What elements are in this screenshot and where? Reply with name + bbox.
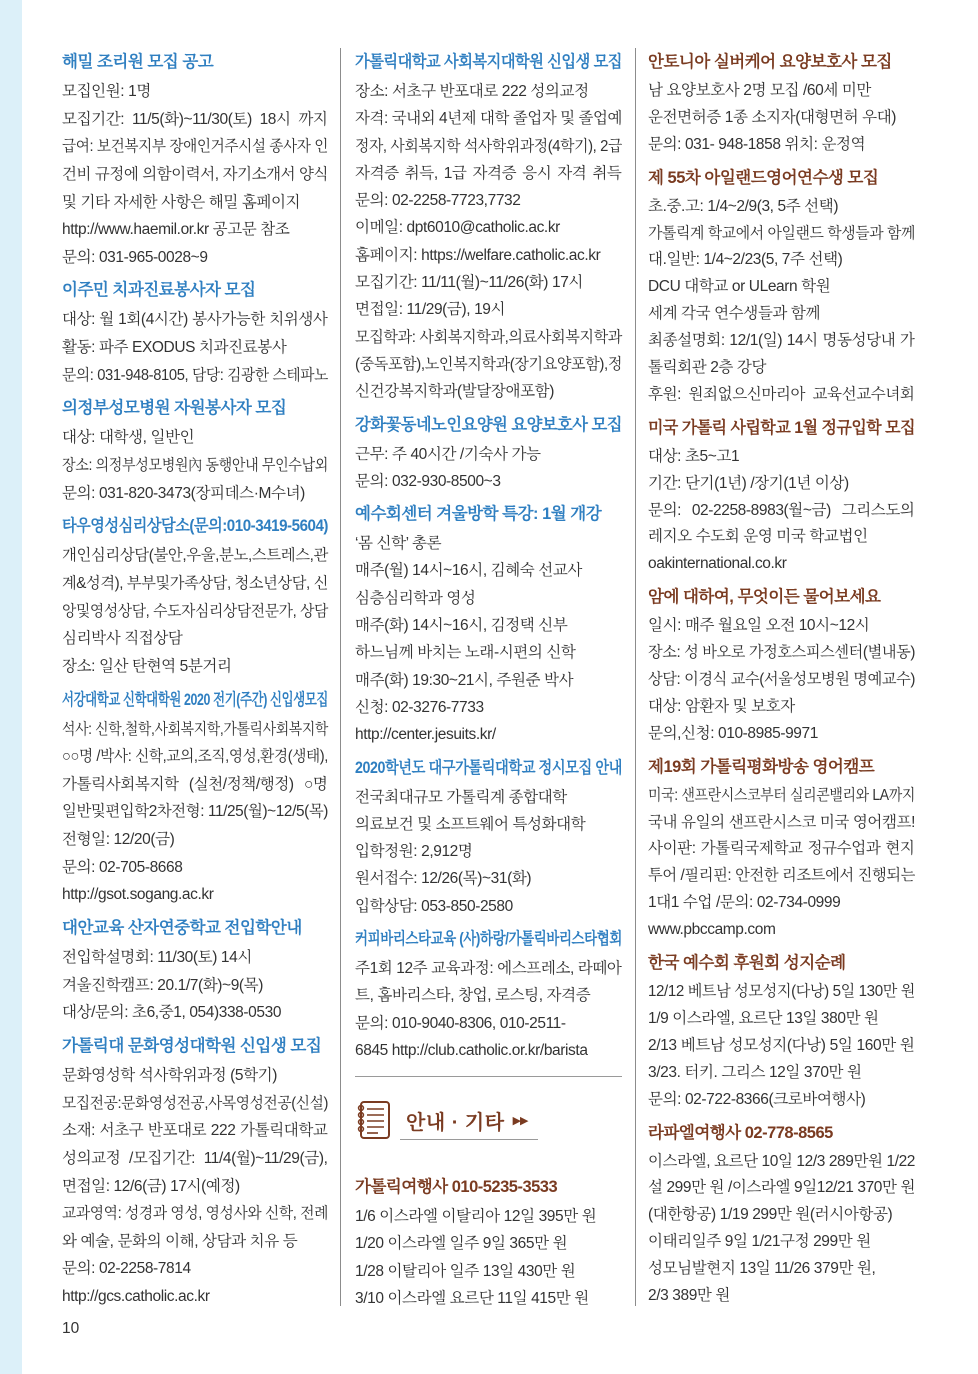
notice-line: 성모님발현지 13일 11/26 379만 원, [648,1260,876,1278]
notice-title: 제 55차 아일랜드영어연수생 모집 [648,168,879,187]
notice-line: 레지오 수도회 운영 미국 학교법인 [648,528,868,546]
notice-line: 전입학설명회: 11/30(토) 14시 [62,949,252,967]
notice-line: 문의: 010-9040-8306, 010-2511- [355,1014,566,1032]
notice-line: 모집기간: 11/5(화)~11/30(토) 18시 까지 [62,110,328,128]
notice-line: 문화영성학 석사학위과정 (5학기) [62,1066,278,1084]
notice-title: 타우영성심리상담소(문의:010-3419-5604) [62,517,329,536]
notice-line: http://center.jesuits.kr/ [355,726,496,744]
notice-title: 가톨릭대학교 사회복지대학원 신입생 모집 [355,53,623,71]
notice-line: 가톨릭계 학교에서 아일랜드 학생들과 함께 [648,224,916,242]
notice-line: 장소: 일산 탄현역 5분거리 [62,657,232,675]
notice-title: 안토니아 실버케어 요양보호사 모집 [648,53,892,71]
margin-strip [0,0,22,1374]
notice-line: 매주(월) 14시~16시, 김혜숙 선교사 [355,562,582,580]
notice-line: 건비 규정에 의함이력서, 자기소개서 양식 [62,165,328,183]
notice-line: 이태리일주 9일 1/21구정 299만 원 [648,1233,871,1251]
notice-line: 일반및편입학2차전형: 11/25(월)~12/5(목) [62,803,328,821]
notice-line: 후원: 원죄없으신마리아 교육선교수녀회 [648,385,915,403]
notice-line: 와 예술, 문화의 이해, 상담과 치유 등 [62,1232,298,1250]
notice-section [648,412,915,578]
notice-line: 자격증 취득, 1급 자격증 응시 자격 취득 [355,164,622,182]
notice-line: 장소: 의정부성모병원內 동행안내 무인수납외 [62,457,328,475]
notice-line: 심리박사 직접상담 [62,630,183,648]
notice-line: 전형일: 12/20(금) [62,831,175,849]
notice-line: 설 299만 원 /이스라엘 9일12/21 370만 원 [648,1179,916,1197]
column-divider [635,48,636,1306]
notice-line: ○○명 /박사: 신학,교의,조직,영성,환경(생태), [62,748,328,766]
notice-title: 가톨릭대 문화영성대학원 신입생 모집 [62,1036,322,1055]
notice-line: 2/13 베트남 성모성지(다낭) 5일 160만 원 [648,1036,915,1054]
notice-line: 1/28 이탈리아 일주 13일 430만 원 [355,1262,576,1280]
notice-title: 대안교육 산자연중학교 전입학안내 [62,919,302,938]
notice-section [62,684,328,909]
notice-title: 2020학년도 대구가톨릭대학교 정시모집 안내 [355,758,623,777]
notice-section [355,498,622,748]
section-divider [355,1076,622,1077]
notice-line: 신청: 02-3276-7733 [355,698,484,716]
notice-line: 심층심리학과 영성 [355,589,476,607]
notice-line: http://gsot.sogang.ac.kr [62,886,214,904]
section-header-label: 안내 · 기타 [406,1112,505,1134]
notice-line: (중독포함),노인복지학과(장기요양포함),정 [355,355,623,373]
notice-line: 앙및영성상담, 수도자심리상담전문가, 상담 [62,602,329,620]
notice-line: 1/9 이스라엘, 요르단 13일 380만 원 [648,1009,879,1027]
notice-section [648,46,915,159]
notice-title: 가톨릭여행사 010-5235-3533 [355,1178,558,1196]
notice-line: 사이판: 가톨릭국제학교 정규수업과 현지 [648,840,915,858]
notice-line: 원서접수: 12/26(목)~31(화) [355,870,532,888]
notice-section [62,274,328,389]
notice-line: 6845 http://club.catholic.or.kr/barista [355,1041,588,1059]
notice-section [648,1117,915,1310]
notice-section [355,1171,622,1312]
notice-section [62,46,328,271]
notice-line: 장소: 성 바오로 가정호스피스센터(별내동) [648,644,916,662]
notice-line: oakinternational.co.kr [648,555,787,573]
notice-line: 겨울진학캠프: 20.1/7(화)~9(목) [62,976,264,994]
notice-line: ‘몸 신학’ 총론 [355,535,442,553]
notice-section [62,392,328,507]
notice-title: 예수회센터 겨울방학 특강: 1월 개강 [355,505,602,524]
notice-line: 국내 유일의 샌프란시스코 미국 영어캠프! [648,813,915,831]
notice-title: 커피바리스타교육 (사)하랑/가톨릭바리스타협회 [355,930,622,949]
notice-line: 세계 각국 연수생들과 함께 [648,305,821,323]
notice-line: 가톨릭사회복지학 (실천/정책/행정) ○명 [62,775,328,793]
notice-title: 이주민 치과진료봉사자 모집 [62,281,256,300]
notice-section [62,510,328,680]
notice-title: 강화꽃동네노인요양원 요양보호사 모집 [355,415,622,434]
notice-section [355,409,622,496]
notice-line: 남 요양보호사 2명 모집 /60세 미만 [648,82,871,99]
notice-line: 기간: 단기(1년) /장기(1년 이상) [648,474,849,492]
notice-line: 문의: 02-2258-8983(월~금) 그리스도의 [648,501,915,519]
notice-section [648,162,915,409]
notice-line: 근무: 주 40시간 /기숙사 가능 [355,445,541,463]
notice-line: 홈페이지: https://welfare.catholic.ac.kr [355,246,601,264]
notice-line: 면접일: 12/6(금) 17시(예정) [62,1177,240,1195]
notice-line: 톨릭회관 2층 강당 [648,359,767,377]
notice-line: 문의: 031-948-8105, 담당: 김광한 스테파노 [62,366,329,384]
notice-line: 대상: 초5~고1 [648,447,740,465]
notice-line: 주1회 12주 교육과정: 에스프레소, 라떼아 [355,960,622,978]
notice-title: 해밀 조리원 모집 공고 [62,53,214,71]
notice-line: 장소: 서초구 반포대로 222 성의교정 [355,83,589,100]
notice-section [355,46,622,406]
notice-line: 투어 /필리핀: 안전한 리조트에서 진행되는 [648,867,916,885]
notice-line: 정자, 사회복지학 석사학위과정(4학기), 2급 [355,137,622,155]
notice-line: 상담: 이경식 교수(서울성모병원 명예교수) [648,671,916,689]
notice-line: 문의: 032-930-8500~3 [355,472,501,490]
notice-line: 매주(화) 14시~16시, 김정택 신부 [355,617,568,635]
notice-line: 모집전공:문화영성전공,사목영성전공(신설) [62,1094,329,1112]
notice-line: 2/3 389만 원 [648,1286,730,1304]
notice-title: 제19회 가톨릭평화방송 영어캠프 [648,757,875,776]
notice-line: 교과영역: 성경과 영성, 영성사와 신학, 전례 [62,1205,328,1223]
notice-line: www.pbccamp.com [648,921,776,939]
notice-line: 문의: 02-2258-7723,7732 [355,192,521,210]
notice-line: http://www.haemil.or.kr 공고문 참조 [62,221,290,239]
notice-line: 3/10 이스라엘 요르단 11일 415만 원 [355,1289,589,1307]
notice-title: 미국 가톨릭 사립학교 1월 정규입학 모집 [648,418,916,437]
notice-line: 3/23. 터키. 그리스 12일 370만 원 [648,1063,862,1081]
notice-section [355,752,622,920]
column-middle [355,46,622,1064]
notice-line: 입학정원: 2,912명 [355,843,473,861]
notice-line: 대.일반: 1/4~2/23(5, 7주 선택) [648,251,843,269]
notice-line: 및 기타 자세한 사항은 해밀 홈페이지 [62,193,301,211]
notice-line: 대상/문의: 초6,중1, 054)338-0530 [62,1004,282,1022]
notice-title: 암에 대하여, 무엇이든 물어보세요 [648,588,881,607]
notice-line: 모집학과: 사회복지학과,의료사회복지학과 [355,328,623,346]
notice-line: 신건강복지학과(발달장애포함) [355,383,554,401]
notice-line: 하느님께 바치는 노래-시편의 신학 [355,644,576,662]
notice-line: 12/12 베트남 성모성지(다낭) 5일 130만 원 [648,983,915,1001]
notice-line: DCU 대학교 or ULearn 학원 [648,278,831,296]
notice-section [355,923,622,1064]
notice-line: 이스라엘, 요르단 10일 12/3 289만원 1/22 [648,1152,916,1170]
notice-line: 문의: 031-820-3473(장피데스·M수녀) [62,484,305,502]
notice-line: 면접일: 11/29(금), 19시 [355,301,506,319]
notice-line: 1/20 이스라엘 일주 9일 365만 원 [355,1235,568,1253]
notice-line: 대상: 암환자 및 보호자 [648,697,795,715]
notice-line: 문의: 031- 948-1858 위치: 운정역 [648,135,866,153]
notice-line: 트, 홈바리스타, 창업, 로스팅, 자격증 [355,987,591,1005]
notice-line: 대상: 월 1회(4시간) 봉사가능한 치위생사 [62,311,328,329]
notice-section [648,751,915,944]
notice-line: 일시: 매주 월요일 오전 10시~12시 [648,617,870,635]
notice-section [62,1030,328,1311]
notice-title: 라파엘여행사 02-778-8565 [648,1123,833,1142]
etc-notices [355,1171,622,1312]
notice-line: 최종설명회: 12/1(일) 14시 명동성당내 가 [648,332,915,350]
notice-line: 소재: 서초구 반포대로 222 가톨릭대학교 [62,1122,328,1140]
notice-line: 1대1 수업 /문의: 02-734-0999 [648,894,841,912]
page-number: 10 [62,1320,80,1337]
notice-section [648,947,915,1113]
notice-line: 미국: 샌프란시스코부터 실리콘밸리와 LA까지 [648,786,916,804]
notice-line: 의료보건 및 소프트웨어 특성화대학 [355,815,586,833]
column-left [62,46,328,1311]
column-divider [340,48,341,1306]
notice-line: 이메일: dpt6010@catholic.ac.kr [355,219,560,237]
notice-line: 운전면허증 1종 소지자(대형면허 우대) [648,108,897,126]
notice-line: 개인심리상담(불안,우울,분노,스트레스,관 [62,547,328,565]
notice-line: 자격: 국내외 4년제 대학 졸업자 및 졸업예 [355,110,622,128]
column-right [648,46,915,1310]
notice-section [62,912,328,1027]
notice-line: 급여: 보건복지부 장애인거주시설 종사자 인 [62,138,328,156]
notice-line: 입학상담: 053-850-2580 [355,897,513,915]
section-header-etc [400,1102,538,1140]
notepad-icon [354,1099,394,1141]
notice-line: http://gcs.catholic.ac.kr [62,1288,210,1306]
notice-title: 의정부성모병원 자원봉사자 모집 [62,399,287,418]
notice-line: 1/6 이스라엘 이탈리아 12일 395만 원 [355,1208,597,1225]
double-arrow-icon: ▶▶ [512,1115,528,1127]
notice-line: 전국최대규모 가톨릭계 종합대학 [355,788,567,806]
notice-title: 서강대학교 신학대학원 2020 전기(주간) 신입생모집 [62,690,328,709]
notice-line: 대상: 대학생, 일반인 [62,429,195,447]
notice-line: 성의교정 /모집기간: 11/4(월)~11/29(금), [62,1149,328,1167]
notice-line: 모집기간: 11/11(월)~11/26(화) 17시 [355,274,583,292]
notice-line: 석사: 신학,철학,사회복지학,가톨릭사회복지학 [62,720,329,738]
notice-line: 문의: 02-2258-7814 [62,1260,191,1278]
notice-line: 계&성격), 부부및가족상담, 청소년상담, 신 [62,574,328,592]
notice-line: 문의: 02-705-8668 [62,858,183,876]
notice-title: 한국 예수회 후원회 성지순례 [648,954,846,973]
notice-line: (대한항공) 1/19 299만 원(러시아항공) [648,1206,893,1224]
notice-section [648,581,915,747]
notice-line: 문의: 02-722-8366(크로바여행사) [648,1090,866,1108]
notice-line: 문의,신청: 010-8985-9971 [648,724,818,742]
notice-line: 문의: 031-965-0028~9 [62,248,208,266]
notice-line: 활동: 파주 EXODUS 치과진료봉사 [62,339,287,357]
notice-line: 초.중.고: 1/4~2/9(3, 5주 선택) [648,197,839,215]
notice-line: 모집인원: 1명 [62,83,151,100]
notice-line: 매주(화) 19:30~21시, 주원준 박사 [355,671,574,689]
